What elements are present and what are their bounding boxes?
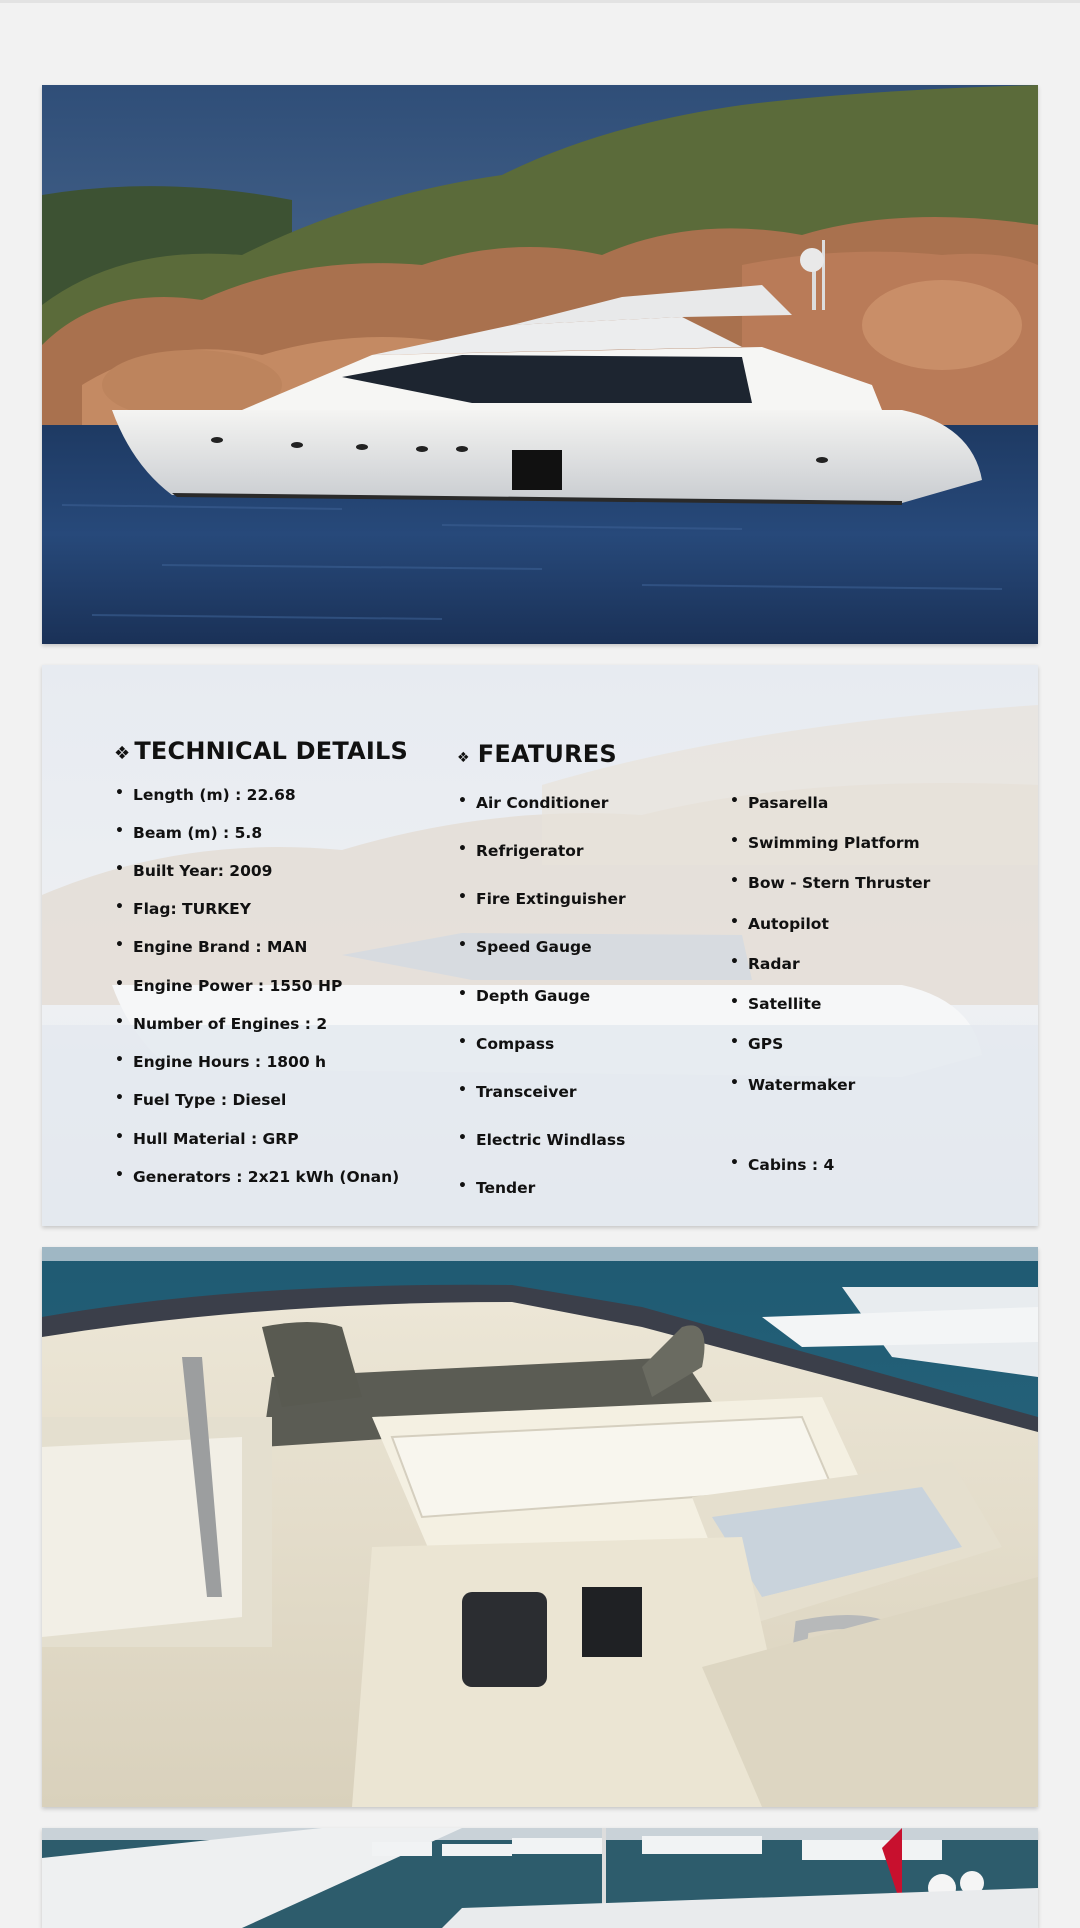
list-item: • Speed Gauge (476, 938, 592, 956)
list-item: • Engine Power : 1550 HP (133, 977, 342, 995)
list-item: • Depth Gauge (476, 987, 590, 1005)
list-item: • Engine Brand : MAN (133, 938, 307, 956)
list-item: • Electric Windlass (476, 1131, 625, 1149)
list-item: • Generators : 2x21 kWh (Onan) (133, 1168, 399, 1186)
list-item: • Compass (476, 1035, 554, 1053)
features-heading (457, 740, 617, 768)
list-item: • Radar (748, 955, 800, 973)
list-item: • Tender (476, 1179, 535, 1197)
flybridge-photo (42, 1247, 1038, 1807)
list-item: • Length (m) : 22.68 (133, 786, 296, 804)
list-item: • Transceiver (476, 1083, 577, 1101)
list-item: • Refrigerator (476, 842, 584, 860)
list-item: • Swimming Platform (748, 834, 920, 852)
details-card (42, 665, 1038, 1226)
features-heading-text: FEATURES (477, 740, 617, 768)
list-item: • Beam (m) : 5.8 (133, 824, 262, 842)
list-item: • Flag: TURKEY (133, 900, 251, 918)
list-item: • GPS (748, 1035, 783, 1053)
list-item: • Fuel Type : Diesel (133, 1091, 286, 1109)
list-item: • Watermaker (748, 1076, 855, 1094)
list-item: • Built Year: 2009 (133, 862, 272, 880)
list-item: • Air Conditioner (476, 794, 608, 812)
top-divider (0, 0, 1080, 3)
list-item: • Hull Material : GRP (133, 1130, 299, 1148)
yacht-exterior-photo (42, 85, 1038, 644)
technical-details-heading-text: TECHNICAL DETAILS (134, 737, 408, 765)
list-item: • Number of Engines : 2 (133, 1015, 327, 1033)
list-item: • Pasarella (748, 794, 828, 812)
list-item: • Bow - Stern Thruster (748, 874, 930, 892)
technical-details-heading (114, 737, 408, 765)
marina-photo (42, 1828, 1038, 1928)
list-item: • Fire Extinguisher (476, 890, 626, 908)
list-item: • Autopilot (748, 915, 829, 933)
diamond-ornament-icon: ❖ (114, 743, 131, 764)
diamond-ornament-icon: ❖ (457, 750, 470, 766)
cabins-item: • Cabins : 4 (748, 1156, 834, 1174)
list-item: • Engine Hours : 1800 h (133, 1053, 326, 1071)
list-item: • Satellite (748, 995, 821, 1013)
